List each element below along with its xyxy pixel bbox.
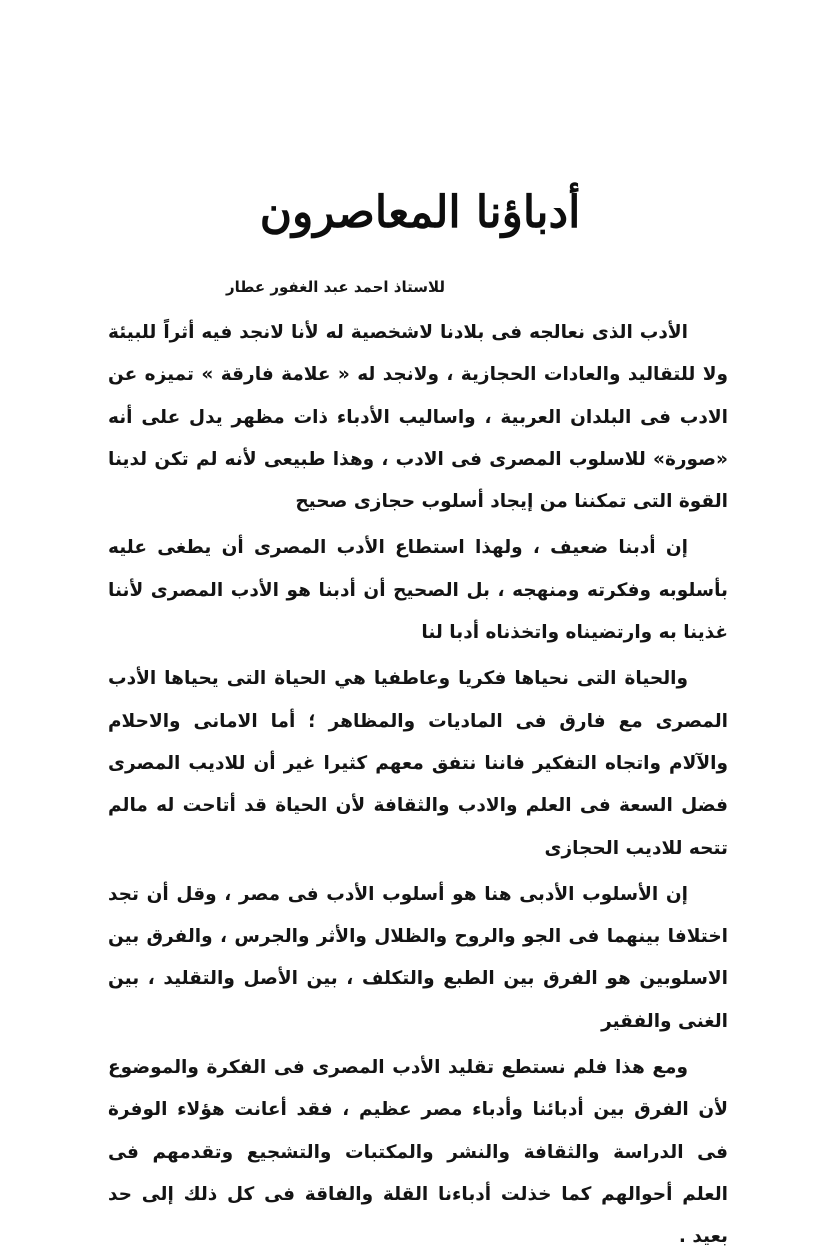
paragraph-4: إن الأسلوب الأدبى هنا هو أسلوب الأدب فى مصر ، وقل أن تجد اختلافا بينهما فى الجو والروح والظلال والأثر والجرس ، والفرق بين الاسلوبين هو الفرق بين الطبع والتكلف ، بين الأصل والتقليد ، بين الغنى والفقير <box>108 883 728 1032</box>
article-body <box>108 312 728 1259</box>
paragraph-5: ومع هذا فلم نستطع تقليد الأدب المصرى فى الفكرة والموضوع لأن الفرق بين أدبائنا وأدباء مصر عظيم ، فقد أعانت هؤلاء الوفرة فى الدراسة والثقافة والنشر والمكتبات والتشجيع وتقدمهم فى العلم أحوالهم كما خذلت أدباءنا القلة والفاقة فى كل ذلك إلى حد بعيد . <box>108 1057 728 1248</box>
paragraph-3: والحياة التى نحياها فكريا وعاطفيا هي الحياة التى يحياها الأدب المصرى مع فارق فى الماديات والمظاهر ؛ أما الامانى والاحلام والآلام واتجاه التفكير فاننا نتفق معهم كثيرا غير أن للاديب المصرى فضل السعة فى العلم والادب والثقافة لأن الحياة قد أتاحت له مالم تتحه للاديب الحجازى <box>108 668 728 859</box>
article-title: أدباؤنا المعاصرون <box>259 187 581 238</box>
paragraph-1: الأدب الذى نعالجه فى بلادنا لاشخصية له لأنا لانجد فيه أثراً للبيئة ولا للتقاليد والعادات الحجازية ، ولانجد له « علامة فارقة » تميزه عن الادب فى البلدان العربية ، واساليب الأدباء ذات مظهر يدل على أنه «صورة» للاسلوب المصرى فى الادب ، وهذا طبيعى لأنه لم تكن لدينا القوة التى تمكننا من إيجاد أسلوب حجازى صحيح <box>108 322 728 513</box>
paragraph-2: إن أدبنا ضعيف ، ولهذا استطاع الأدب المصرى أن يطغى عليه بأسلوبه وفكرته ومنهجه ، بل الصحيح أن أدبنا هو الأدب المصرى لأننا غذينا به وارتضيناه واتخذناه أدبا لنا <box>108 537 728 644</box>
author-line: للاستاذ احمد عبد الغفور عطار <box>225 278 445 296</box>
